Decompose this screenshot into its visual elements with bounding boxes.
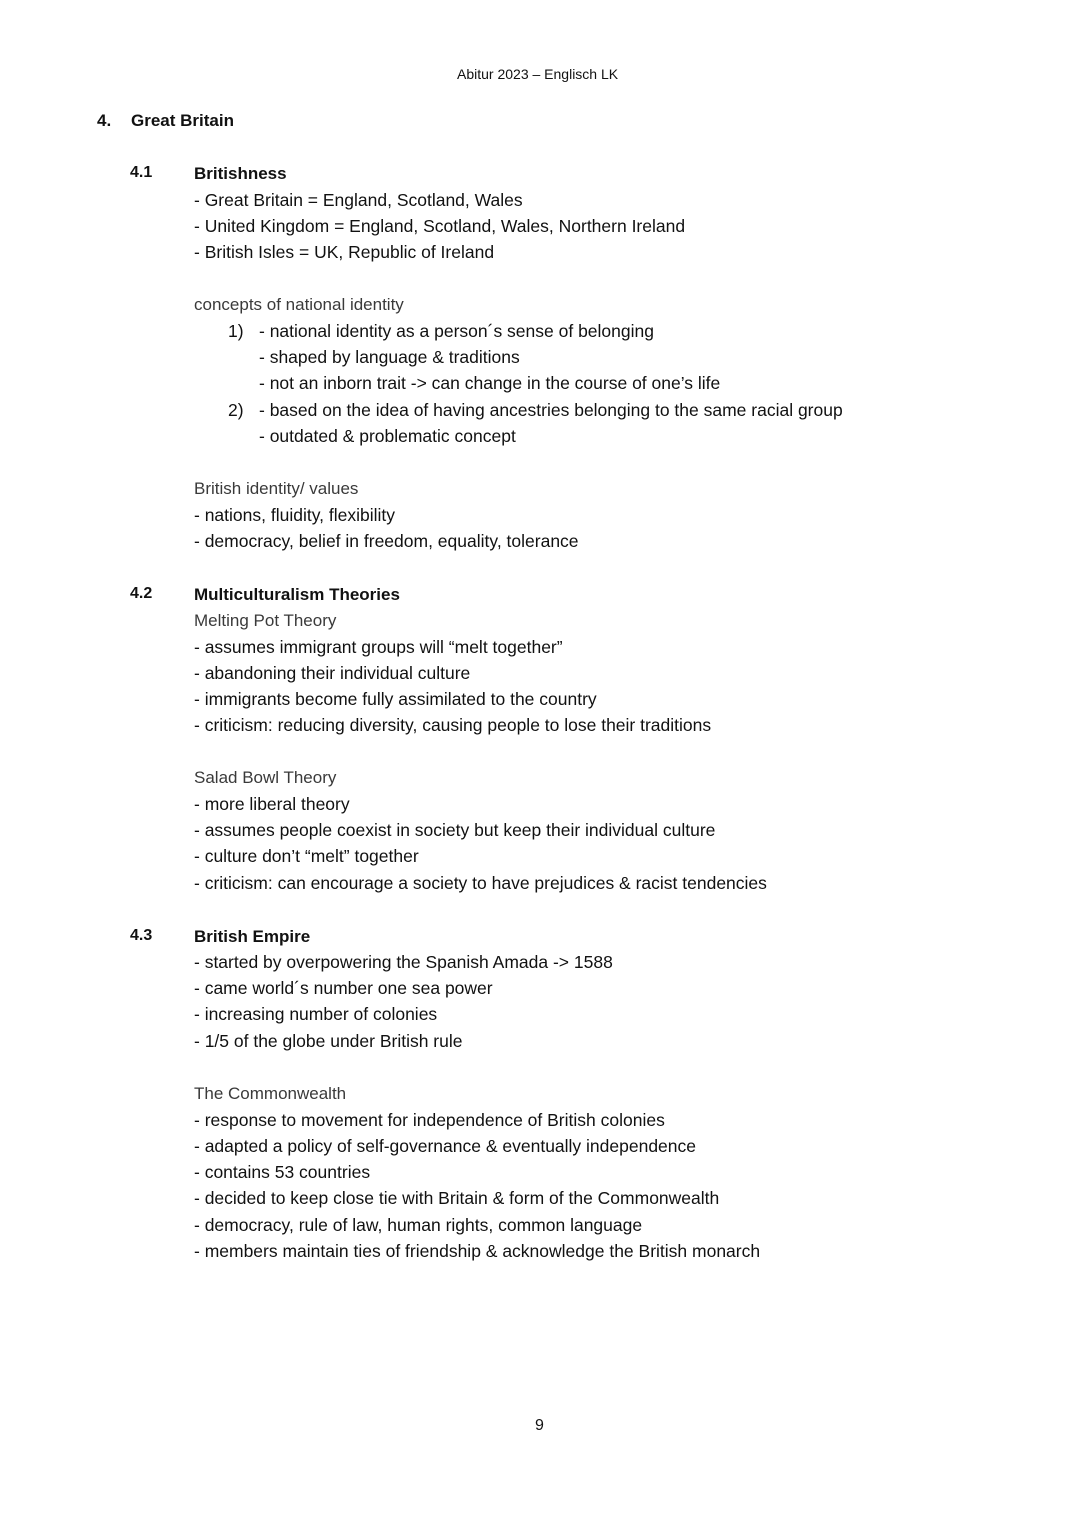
bullet-line: - democracy, belief in freedom, equality, tolerance [194,531,579,551]
bullet-line: - contains 53 countries [194,1162,371,1182]
bullet-line: - members maintain ties of friendship & acknowledge the British monarch [194,1241,761,1261]
subheading: Melting Pot Theory [194,611,337,630]
bullet-line: - immigrants become fully assimilated to the country [194,689,597,709]
bullet-line: - assumes people coexist in society but keep their individual culture [194,820,716,840]
subheading: British identity/ values [194,479,359,498]
section-title: Britishness [194,164,287,183]
bullet-line: - decided to keep close tie with Britain & form of the Commonwealth [194,1188,720,1208]
subheading: concepts of national identity [194,295,404,314]
bullet-line: - Great Britain = England, Scotland, Wales [194,190,523,210]
bullet-line: - nations, fluidity, flexibility [194,505,396,525]
bullet-line: - abandoning their individual culture [194,663,471,683]
bullet-line: - criticism: can encourage a society to have prejudices & racist tendencies [194,873,767,893]
bullet-line: - response to movement for independence of British colonies [194,1110,665,1130]
bullet-line: - started by overpowering the Spanish Amada -> 1588 [194,952,613,972]
bullet-line: - came world´s number one sea power [194,978,493,998]
bullet-line: - more liberal theory [194,794,350,814]
list-marker: 1) [228,321,244,341]
bullet-line: - outdated & problematic concept [259,426,516,446]
page-header-title: Abitur 2023 – Englisch LK [457,66,619,82]
section-number: 4.2 [130,585,153,602]
chapter-number: 4. [97,111,112,130]
bullet-line: - assumes immigrant groups will “melt together” [194,637,563,657]
list-marker: 2) [228,400,244,420]
subheading: Salad Bowl Theory [194,768,337,787]
bullet-line: - criticism: reducing diversity, causing people to lose their traditions [194,715,712,735]
section-number: 4.3 [130,927,153,944]
section-title: Multiculturalism Theories [194,585,400,604]
section-title: British Empire [194,927,311,946]
subheading: The Commonwealth [194,1084,347,1103]
bullet-line: - democracy, rule of law, human rights, common language [194,1215,643,1235]
chapter-title: Great Britain [131,111,234,130]
bullet-line: - adapted a policy of self-governance & eventually independence [194,1136,697,1156]
section-number: 4.1 [130,164,153,181]
bullet-line: - culture don’t “melt” together [194,846,419,866]
bullet-line: - not an inborn trait -> can change in the course of one’s life [259,373,721,393]
bullet-line: - United Kingdom = England, Scotland, Wales, Northern Ireland [194,216,686,236]
bullet-line: - shaped by language & traditions [259,347,520,367]
bullet-line: - British Isles = UK, Republic of Ireland [194,242,495,262]
bullet-line: - based on the idea of having ancestries belonging to the same racial group [259,400,843,420]
page-number: 9 [535,1417,544,1434]
bullet-line: - 1/5 of the globe under British rule [194,1031,463,1051]
bullet-line: - national identity as a person´s sense of belonging [259,321,654,341]
bullet-line: - increasing number of colonies [194,1004,438,1024]
